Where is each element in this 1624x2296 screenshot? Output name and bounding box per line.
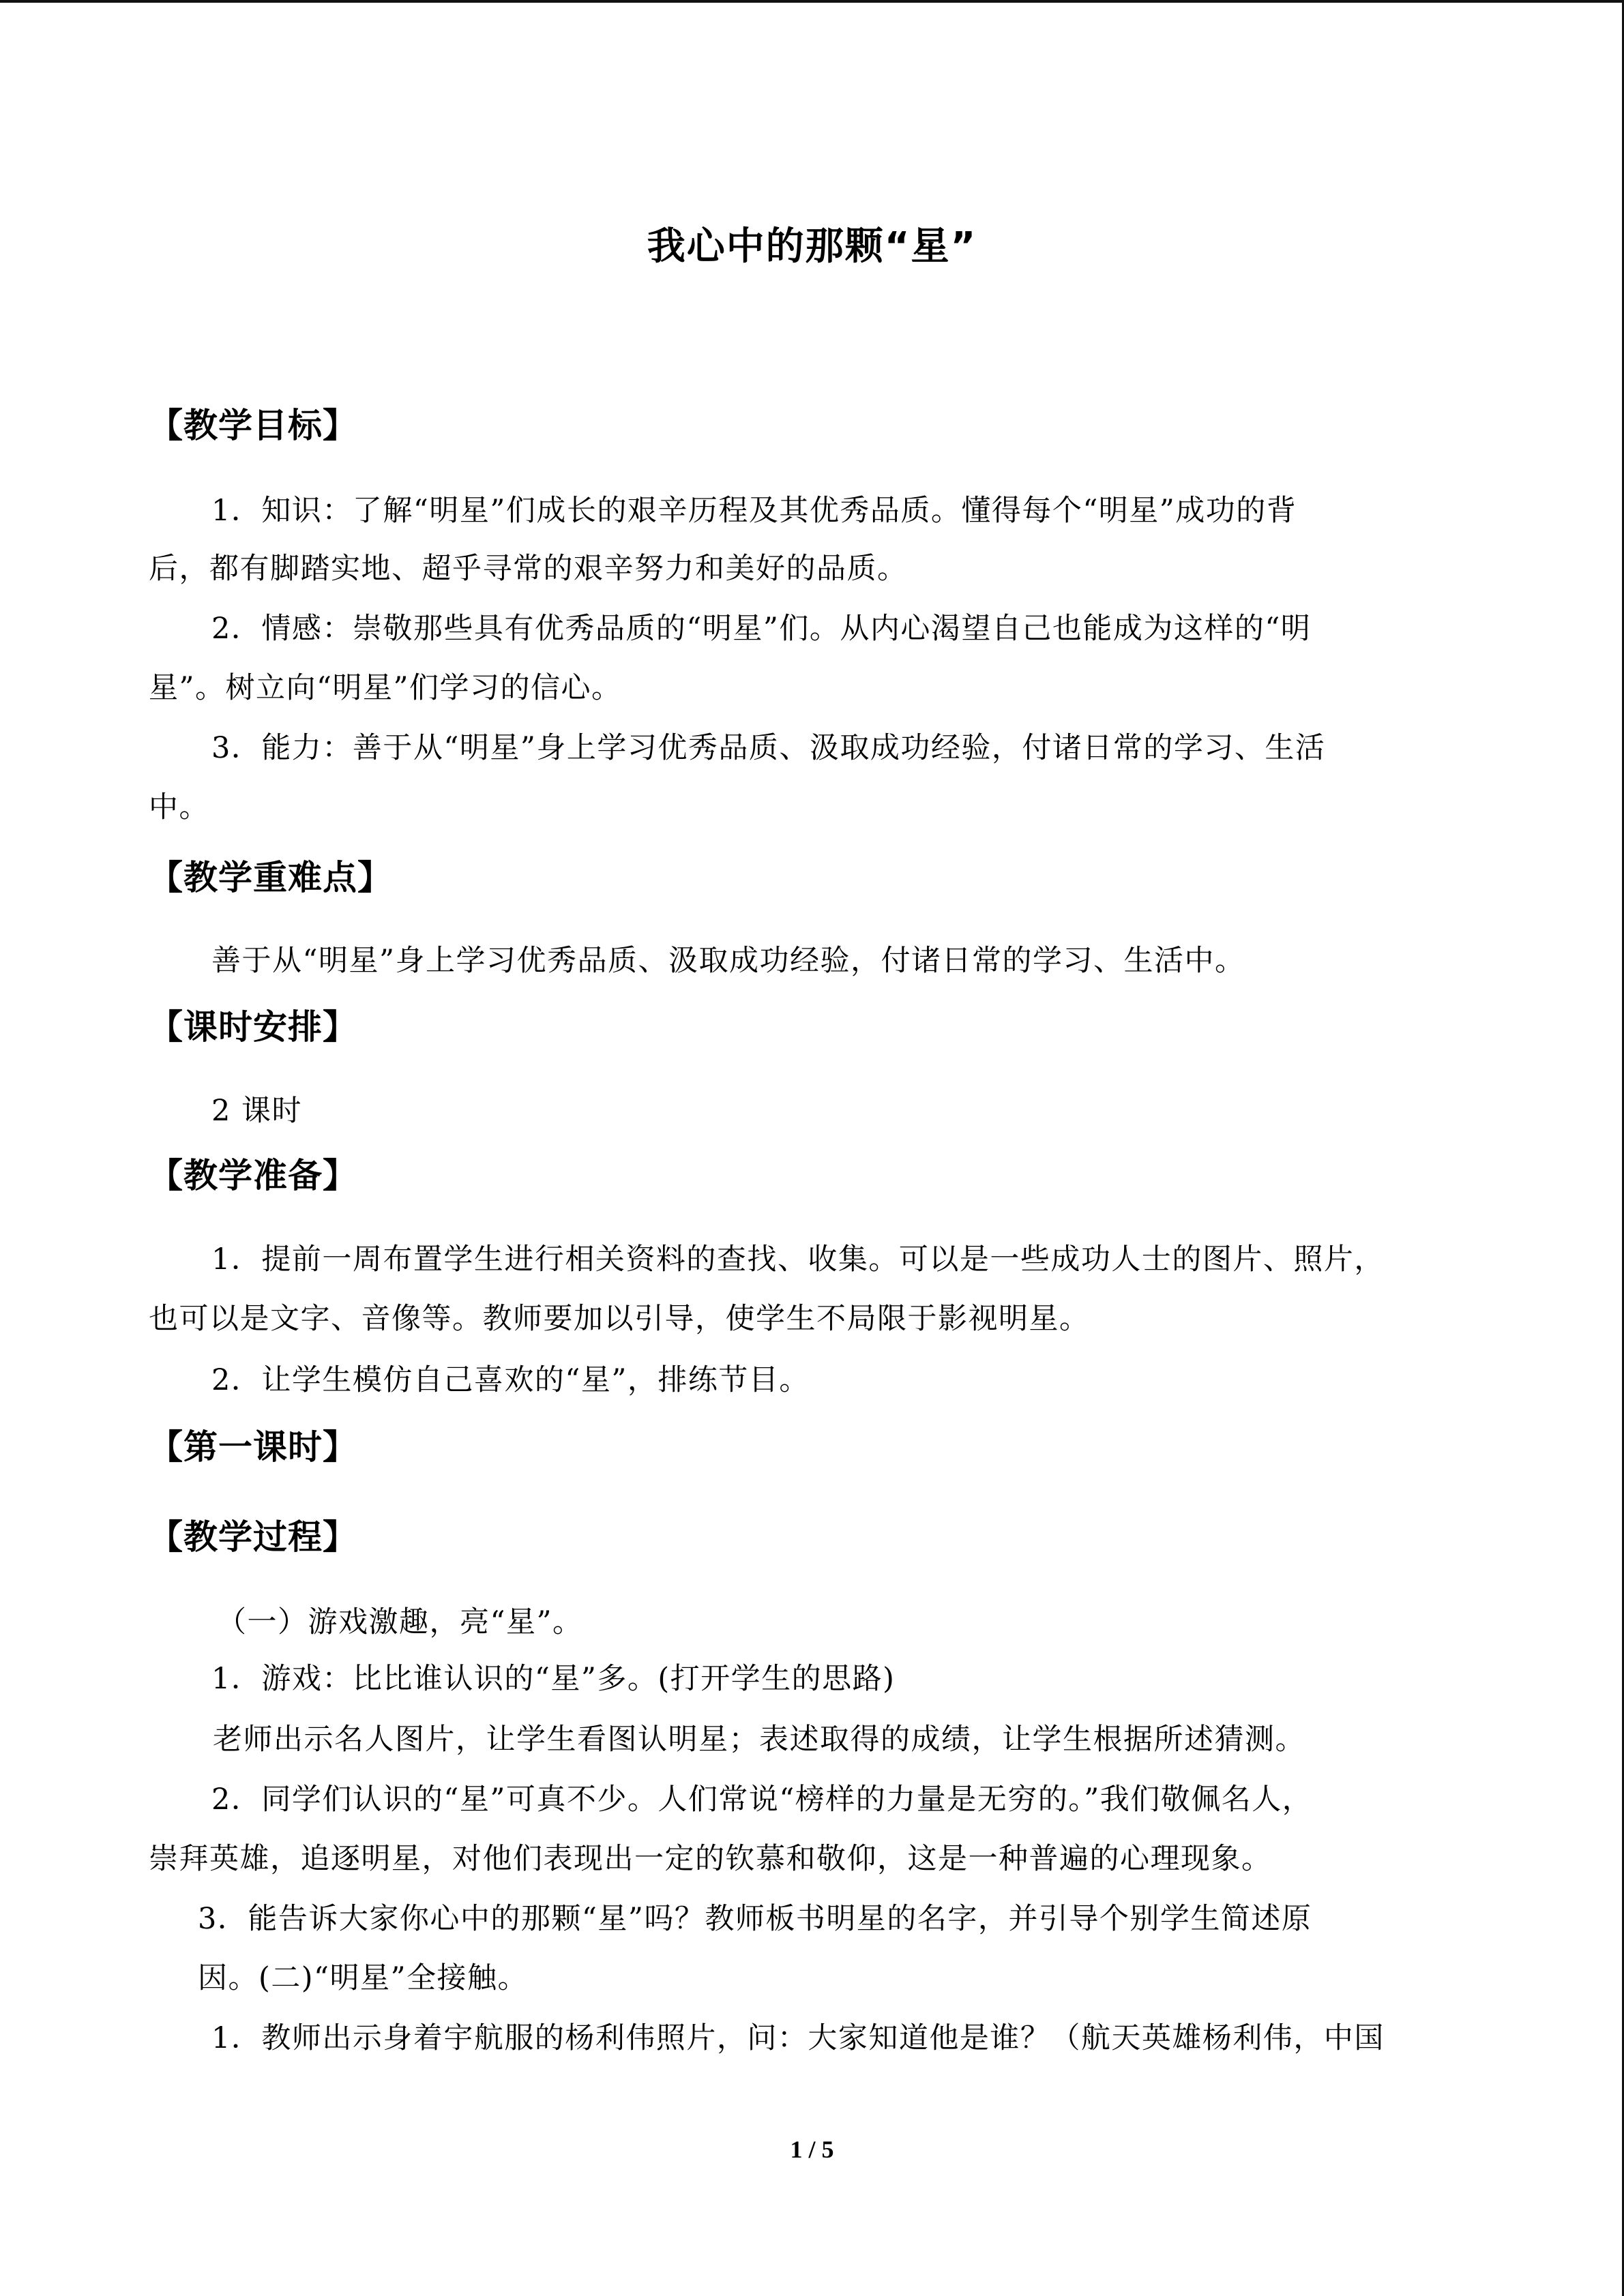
- paragraph-line: 3．能力：善于从“明星”身上学习优秀品质、汲取成功经验，付诸日常的学习、生活: [211, 731, 1326, 765]
- document-title: 我心中的那颗“星”: [647, 224, 977, 269]
- paragraph-line: 2 课时: [211, 1094, 303, 1128]
- section-heading-teaching-process: 【教学过程】: [149, 1517, 357, 1557]
- page-indicator: 1 / 5: [790, 2136, 834, 2163]
- paragraph-line: 星”。树立向“明星”们学习的信心。: [149, 671, 622, 705]
- paragraph-line: 后，都有脚踏实地、超乎寻常的艰辛努力和美好的品质。: [149, 552, 908, 586]
- section-heading-schedule: 【课时安排】: [149, 1007, 357, 1047]
- section-heading-preparation: 【教学准备】: [149, 1156, 357, 1195]
- paragraph-line: 1．游戏：比比谁认识的“星”多。(打开学生的思路): [211, 1662, 896, 1696]
- paragraph-line: 中。: [149, 790, 209, 824]
- paragraph-line: （一）游戏激趣，亮“星”。: [217, 1605, 583, 1639]
- paragraph-line: 1．知识：了解“明星”们成长的艰辛历程及其优秀品质。懂得每个“明星”成功的背: [211, 494, 1297, 528]
- paragraph-line: 1．教师出示身着宇航服的杨利伟照片，问：大家知道他是谁？（航天英雄杨利伟，中国: [211, 2021, 1385, 2055]
- paragraph-line: 3．能告诉大家你心中的那颗“星”吗？教师板书明星的名字，并引导个别学生简述原: [198, 1902, 1312, 1936]
- paragraph-line: 1．提前一周布置学生进行相关资料的查找、收集。可以是一些成功人士的图片、照片，: [211, 1242, 1385, 1277]
- paragraph-line: 崇拜英雄，追逐明星，对他们表现出一定的钦慕和敬仰，这是一种普遍的心理现象。: [149, 1842, 1272, 1876]
- paragraph-line: 2．同学们认识的“星”可真不少。人们常说“榜样的力量是无穷的。”我们敬佩名人，: [211, 1783, 1313, 1817]
- section-heading-key-points: 【教学重难点】: [149, 858, 392, 897]
- section-heading-teaching-goals: 【教学目标】: [149, 406, 357, 445]
- paragraph-line: 善于从“明星”身上学习优秀品质、汲取成功经验，付诸日常的学习、生活中。: [211, 944, 1245, 978]
- paragraph-line: 因。(二)“明星”全接触。: [198, 1961, 529, 1995]
- paragraph-line: 2．让学生模仿自己喜欢的“星”，排练节目。: [211, 1363, 810, 1397]
- paragraph-line: 老师出示名人图片，让学生看图认明星；表述取得的成绩，让学生根据所述猜测。: [213, 1723, 1305, 1757]
- paragraph-line: 也可以是文字、音像等。教师要加以引导，使学生不局限于影视明星。: [149, 1302, 1090, 1336]
- paragraph-line: 2．情感：崇敬那些具有优秀品质的“明星”们。从内心渴望自己也能成为这样的“明: [211, 612, 1312, 646]
- section-heading-first-lesson: 【第一课时】: [149, 1427, 357, 1467]
